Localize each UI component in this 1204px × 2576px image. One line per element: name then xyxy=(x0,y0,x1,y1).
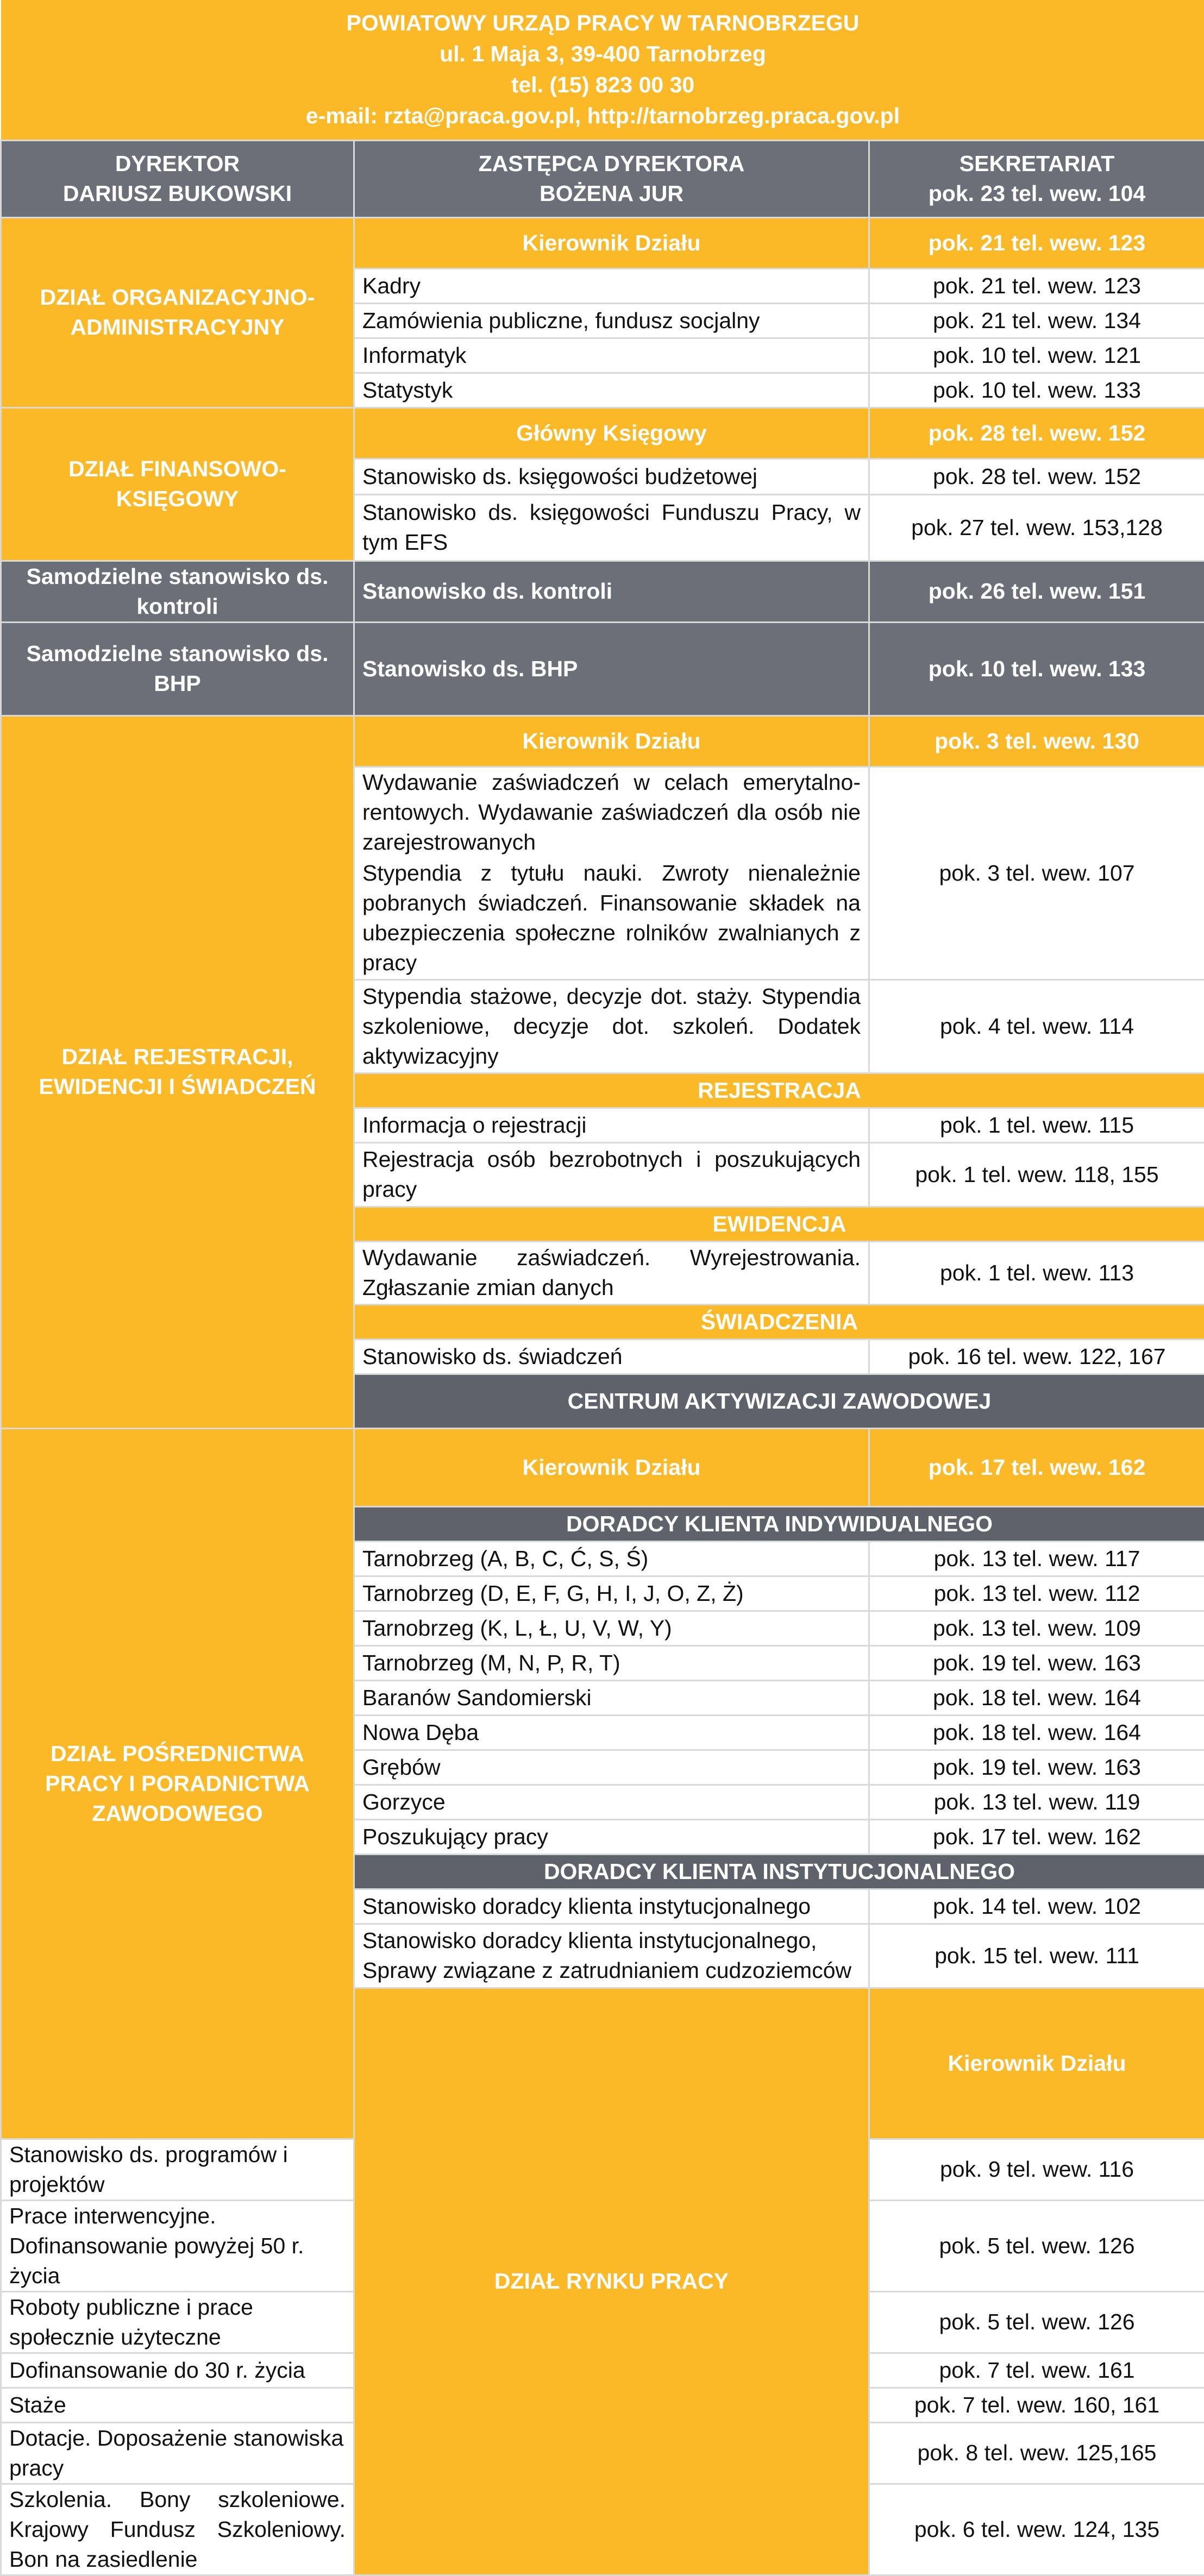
dept-market-name: DZIAŁ RYNKU PRACY xyxy=(354,1988,869,2575)
market-row-contact: pok. 6 tel. wew. 124, 135 xyxy=(869,2484,1204,2575)
dept-fin-head-contact: pok. 28 tel. wew. 152 xyxy=(869,407,1204,458)
individual-row-contact: pok. 13 tel. wew. 117 xyxy=(869,1541,1204,1576)
benefits-row-label: Stanowisko ds. świadczeń xyxy=(354,1339,869,1374)
market-row-contact: pok. 5 tel. wew. 126 xyxy=(869,2291,1204,2353)
market-row-label: Staże xyxy=(1,2387,354,2422)
dept-reg-group1-contact: pok. 3 tel. wew. 107 xyxy=(869,766,1204,979)
deputy-title: ZASTĘPCA DYREKTORA xyxy=(362,149,861,179)
control-unit-name: Samodzielne stanowisko ds. kontroli xyxy=(1,561,354,622)
market-row-label: Roboty publiczne i prace społecznie użyteczne xyxy=(1,2291,354,2353)
dept-market-head-label: Kierownik Działu xyxy=(869,1988,1204,2139)
office-name: POWIATOWY URZĄD PRACY W TARNOBRZEGU xyxy=(9,8,1197,39)
dept-org-row-contact: pok. 21 tel. wew. 123 xyxy=(869,268,1204,303)
centre-title: CENTRUM AKTYWIZACJI ZAWODOWEJ xyxy=(354,1374,1204,1428)
dept-fin-row-contact: pok. 27 tel. wew. 153,128 xyxy=(869,494,1204,561)
individual-row-contact: pok. 19 tel. wew. 163 xyxy=(869,1750,1204,1785)
office-address: ul. 1 Maja 3, 39-400 Tarnobrzeg xyxy=(9,39,1197,70)
dept-fin-row-label: Stanowisko ds. księgowości Funduszu Pracy, w tym EFS xyxy=(354,494,869,561)
dept-org-row-contact: pok. 10 tel. wew. 121 xyxy=(869,338,1204,373)
market-row-label: Stanowisko ds. programów i projektów xyxy=(1,2139,354,2200)
secretariat-contact: pok. 23 tel. wew. 104 xyxy=(877,179,1196,209)
individual-row-contact: pok. 13 tel. wew. 119 xyxy=(869,1785,1204,1819)
dept-fin-row-label: Stanowisko ds. księgowości budżetowej xyxy=(354,458,869,494)
market-row-label-multiline xyxy=(1,2200,354,2291)
records-row-contact: pok. 1 tel. wew. 113 xyxy=(869,1241,1204,1304)
dept-org-name: DZIAŁ ORGANIZACYJNO-ADMINISTRACYJNY xyxy=(1,217,354,407)
individual-row-label: Nowa Dęba xyxy=(354,1715,869,1750)
records-section-title: EWIDENCJA xyxy=(354,1207,1204,1241)
office-phone: tel. (15) 823 00 30 xyxy=(9,70,1197,100)
registration-row-contact: pok. 1 tel. wew. 118, 155 xyxy=(869,1142,1204,1207)
market-row-contact: pok. 8 tel. wew. 125,165 xyxy=(869,2422,1204,2484)
control-label: Stanowisko ds. kontroli xyxy=(354,561,869,622)
dept-org-row-contact: pok. 21 tel. wew. 134 xyxy=(869,303,1204,338)
secretariat-cell xyxy=(869,140,1204,217)
market-row-contact: pok. 9 tel. wew. 116 xyxy=(869,2139,1204,2200)
registration-row-contact: pok. 1 tel. wew. 115 xyxy=(869,1108,1204,1142)
institutional-row-contact: pok. 15 tel. wew. 111 xyxy=(869,1924,1204,1988)
control-contact: pok. 26 tel. wew. 151 xyxy=(869,561,1204,622)
dept-reg-head-label: Kierownik Działu xyxy=(354,715,869,766)
registration-row-label: Informacja o rejestracji xyxy=(354,1108,869,1142)
dept-reg-certificates-label: Wydawanie zaświadczeń w celach emerytalno-rentowych. Wydawanie zaświadczeń dla osób nie zarejestrowanych xyxy=(354,766,869,858)
dept-reg-stipend-label: Stypendia stażowe, decyzje dot. staży. Stypendia szkoleniowe, decyzje dot. szkoleń. Dodatek aktywizacyjny xyxy=(354,979,869,1073)
institutional-row-contact: pok. 14 tel. wew. 102 xyxy=(869,1889,1204,1924)
individual-row-label: Tarnobrzeg (M, N, P, R, T) xyxy=(354,1645,869,1680)
dept-fin-name: DZIAŁ FINANSOWO-KSIĘGOWY xyxy=(1,407,354,561)
individual-row-contact: pok. 13 tel. wew. 112 xyxy=(869,1576,1204,1611)
dept-job-head-label: Kierownik Działu xyxy=(354,1428,869,1506)
individual-advisors-title: DORADCY KLIENTA INDYWIDUALNEGO xyxy=(354,1506,1204,1541)
market-row-label: Prace interwencyjne. xyxy=(9,2201,346,2231)
director-title: DYREKTOR xyxy=(9,149,346,179)
bhp-contact: pok. 10 tel. wew. 133 xyxy=(869,622,1204,715)
dept-org-head-label: Kierownik Działu xyxy=(354,217,869,268)
market-row-contact: pok. 5 tel. wew. 126 xyxy=(869,2200,1204,2291)
registration-row-label: Rejestracja osób bezrobotnych i poszukujących pracy xyxy=(354,1142,869,1207)
individual-row-label: Poszukujący pracy xyxy=(354,1819,869,1854)
dept-fin-row-contact: pok. 28 tel. wew. 152 xyxy=(869,458,1204,494)
individual-row-contact: pok. 18 tel. wew. 164 xyxy=(869,1680,1204,1715)
dept-reg-stipend-contact: pok. 4 tel. wew. 114 xyxy=(869,979,1204,1073)
dept-job-name: DZIAŁ POŚREDNICTWA PRACY I PORADNICTWA ZAWODOWEGO xyxy=(1,1428,354,2139)
individual-row-contact: pok. 19 tel. wew. 163 xyxy=(869,1645,1204,1680)
market-row-label: Dofinansowanie do 30 r. życia xyxy=(1,2353,354,2387)
institutional-row-label: Stanowisko doradcy klienta instytucjonalnego, Sprawy związane z zatrudnianiem cudzoziemców xyxy=(354,1924,869,1988)
institutional-row-label: Stanowisko doradcy klienta instytucjonalnego xyxy=(354,1889,869,1924)
dept-org-row-label: Statystyk xyxy=(354,373,869,407)
market-row-contact: pok. 7 tel. wew. 160, 161 xyxy=(869,2387,1204,2422)
office-email-web: e-mail: rzta@praca.gov.pl, http://tarnobrzeg.praca.gov.pl xyxy=(9,100,1197,131)
director-cell xyxy=(1,140,354,217)
registration-section-title: REJESTRACJA xyxy=(354,1073,1204,1108)
dept-org-row-contact: pok. 10 tel. wew. 133 xyxy=(869,373,1204,407)
individual-row-contact: pok. 17 tel. wew. 162 xyxy=(869,1819,1204,1854)
benefits-row-contact: pok. 16 tel. wew. 122, 167 xyxy=(869,1339,1204,1374)
bhp-label: Stanowisko ds. BHP xyxy=(354,622,869,715)
dept-org-head-contact: pok. 21 tel. wew. 123 xyxy=(869,217,1204,268)
records-row-label: Wydawanie zaświadczeń. Wyrejestrowania. Zgłaszanie zmian danych xyxy=(354,1241,869,1304)
secretariat-title: SEKRETARIAT xyxy=(877,149,1196,179)
market-row-contact: pok. 7 tel. wew. 161 xyxy=(869,2353,1204,2387)
dept-reg-head-contact: pok. 3 tel. wew. 130 xyxy=(869,715,1204,766)
benefits-section-title: ŚWIADCZENIA xyxy=(354,1304,1204,1339)
market-row-label-second: Dofinansowanie powyżej 50 r. życia xyxy=(9,2231,346,2291)
dept-org-row-label: Kadry xyxy=(354,268,869,303)
dept-fin-head-label: Główny Księgowy xyxy=(354,407,869,458)
institutional-advisors-title: DORADCY KLIENTA INSTYTUCJONALNEGO xyxy=(354,1854,1204,1889)
director-name: DARIUSZ BUKOWSKI xyxy=(9,179,346,209)
dept-reg-scholarships-label: Stypendia z tytułu nauki. Zwroty nienależnie pobranych świadczeń. Finansowanie składek na ubezpieczenia społeczne rolników zwalnianych z pracy xyxy=(354,858,869,979)
individual-row-label: Grębów xyxy=(354,1750,869,1785)
individual-row-label: Tarnobrzeg (K, L, Ł, U, V, W, Y) xyxy=(354,1611,869,1645)
individual-row-label: Baranów Sandomierski xyxy=(354,1680,869,1715)
individual-row-label: Gorzyce xyxy=(354,1785,869,1819)
individual-row-contact: pok. 18 tel. wew. 164 xyxy=(869,1715,1204,1750)
deputy-name: BOŻENA JUR xyxy=(362,179,861,209)
dept-org-row-label: Zamówienia publiczne, fundusz socjalny xyxy=(354,303,869,338)
market-row-label: Szkolenia. Bony szkoleniowe. Krajowy Fundusz Szkoleniowy. Bon na zasiedlenie xyxy=(1,2484,354,2575)
individual-row-label: Tarnobrzeg (A, B, C, Ć, S, Ś) xyxy=(354,1541,869,1576)
deputy-cell xyxy=(354,140,869,217)
individual-row-contact: pok. 13 tel. wew. 109 xyxy=(869,1611,1204,1645)
dept-org-row-label: Informatyk xyxy=(354,338,869,373)
bhp-unit-name: Samodzielne stanowisko ds. BHP xyxy=(1,622,354,715)
dept-job-head-contact: pok. 17 tel. wew. 162 xyxy=(869,1428,1204,1506)
dept-reg-name: DZIAŁ REJESTRACJI, EWIDENCJI I ŚWIADCZEŃ xyxy=(1,715,354,1428)
market-row-label: Dotacje. Doposażenie stanowiska pracy xyxy=(1,2422,354,2484)
individual-row-label: Tarnobrzeg (D, E, F, G, H, I, J, O, Z, Ż) xyxy=(354,1576,869,1611)
office-header xyxy=(1,0,1204,140)
